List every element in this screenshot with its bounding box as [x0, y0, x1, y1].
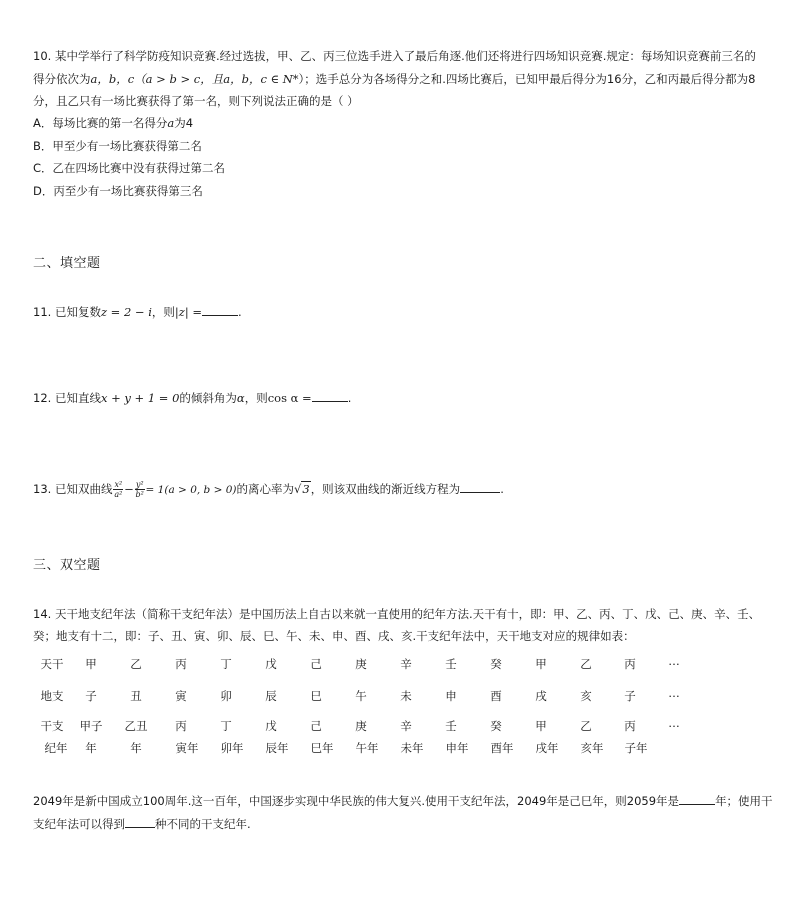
table-cell-dizhi: 卯 [220, 689, 232, 703]
q14-para2 [33, 816, 251, 832]
table-cell-dizhi: 亥 [580, 689, 592, 703]
table-cell-tiangan: 癸 [490, 657, 502, 671]
q13-pre: 13. 已知双曲线 [33, 482, 113, 496]
table-cell-tiangan: 乙 [130, 657, 142, 671]
q13-fraction-x [113, 480, 123, 499]
table-cell-ganzhi_top: 丙 [624, 719, 636, 733]
table-cell-dizhi: 子 [624, 689, 636, 703]
q11-answer-blank[interactable] [202, 304, 238, 316]
table-cell-tiangan: 辛 [400, 657, 412, 671]
table-cell-dizhi: 寅 [175, 689, 187, 703]
table-row-label: 纪年 [44, 741, 68, 755]
q10-line3: 分，且乙只有一场比赛获得了第一名，则下列说法正确的是（ ） [33, 94, 359, 108]
q13-fraction-y [135, 480, 145, 499]
table-cell-dizhi: 子 [85, 689, 97, 703]
table-cell-ganzhi_top: 丁 [220, 719, 232, 733]
q13-answer-blank[interactable] [460, 481, 500, 493]
table-cell-ganzhi-year: 未年 [400, 741, 424, 755]
q12-cos: cos α = [267, 391, 312, 405]
q14-para1-pre: 2049年是新中国成立100周年.这一百年，中国逐步实现中华民族的伟大复兴.使用干支纪年法，2049年是己巳年，则2059年是 [33, 794, 680, 808]
table-cell-dizhi: 丑 [130, 689, 142, 703]
q12-mid: 的倾斜角为 [179, 391, 237, 405]
q10-line2-text-b: ）；选手总分为各场得分之和.四场比赛后，已知甲最后得分为16分，乙和丙最后得分都为8 [298, 72, 756, 86]
table-cell-tiangan: … [668, 654, 680, 668]
q14-line1: 14. 天干地支纪年法（简称干支纪年法）是中国历法上自古以来就一直使用的纪年方法.天干有十，即：甲、乙、丙、丁、戊、己、庚、辛、壬、 [33, 607, 761, 621]
table-cell-dizhi: 午 [355, 689, 367, 703]
table-cell-ganzhi_top: 戊 [265, 719, 277, 733]
table-row-label: 天干 [40, 657, 64, 671]
table-cell-dizhi: 辰 [265, 689, 277, 703]
table-cell-dizhi: 巳 [310, 689, 322, 703]
table-cell-ganzhi_top: 壬 [445, 719, 457, 733]
table-cell-ganzhi-year: 年 [85, 741, 97, 755]
table-cell-ganzhi-year: 辰年 [265, 741, 289, 755]
q10-option-c: C．乙在四场比赛中没有获得过第二名 [33, 161, 226, 175]
table-cell-dizhi: 申 [445, 689, 457, 703]
section-heading-double-blank: 三、双空题 [33, 558, 101, 573]
q12-expr: x + y + 1 = 0 [100, 391, 180, 405]
table-cell-ganzhi-year: 年 [130, 741, 142, 755]
q10-line2-text-a: 得分依次为 [33, 72, 91, 86]
q13-post: ，则该双曲线的渐近线方程为 [310, 482, 461, 496]
q13-minus: − [124, 482, 134, 496]
q14-para1-post: 年；使用干 [715, 794, 773, 808]
q13-frac2-num: y² [135, 480, 144, 489]
table-cell-dizhi: 戌 [535, 689, 547, 703]
table-cell-ganzhi-year: 寅年 [175, 741, 199, 755]
q13-end: . [500, 482, 504, 496]
q12-alpha: α [236, 391, 245, 405]
q11-post: . [238, 305, 242, 319]
table-cell-ganzhi_top: 己 [310, 719, 322, 733]
q13-line [33, 478, 504, 501]
q10-option-a-var: a [167, 116, 175, 130]
q13-frac1-den: a² [114, 490, 123, 499]
q10-option-a-post: 为4 [174, 116, 194, 130]
q13-condition: = 1(a > 0, b > 0) [145, 484, 237, 496]
table-cell-ganzhi-year: 申年 [445, 741, 469, 755]
table-cell-tiangan: 丙 [175, 657, 187, 671]
q10-line1: 10. 某中学举行了科学防疫知识竞赛.经过选拔，甲、乙、丙三位选手进入了最后角逐.他们还将进行四场知识竞赛.规定：每场知识竞赛前三名的 [33, 49, 756, 63]
table-row-label: 地支 [40, 689, 64, 703]
table-cell-tiangan: 丙 [624, 657, 636, 671]
table-cell-tiangan: 己 [310, 657, 322, 671]
q13-sqrt-value: 3 [302, 482, 310, 496]
q13-frac1-num: x² [114, 480, 123, 489]
q10-option-a-pre: A．每场比赛的第一名得分 [33, 116, 168, 130]
section-heading-fill-in: 二、填空题 [33, 256, 101, 271]
table-cell-ganzhi-year: 子年 [624, 741, 648, 755]
q11-abs: |z| = [174, 305, 203, 319]
table-cell-dizhi: … [668, 686, 680, 700]
q10-cond2: a，b，c ∈ N* [223, 72, 299, 86]
table-cell-dizhi: 未 [400, 689, 412, 703]
table-cell-tiangan: 庚 [355, 657, 367, 671]
table-cell-dizhi: 酉 [490, 689, 502, 703]
q14-answer-blank-1[interactable] [679, 793, 715, 805]
q10-option-d: D．丙至少有一场比赛获得第三名 [33, 184, 203, 198]
q13-sqrt: √3 [294, 482, 310, 496]
q14-line2: 癸；地支有十二，即：子、丑、寅、卯、辰、巳、午、未、申、酉、戌、亥.干支纪年法中，天干地支对应的规律如表： [33, 629, 635, 643]
table-cell-tiangan: 乙 [580, 657, 592, 671]
table-cell-ganzhi_top: … [668, 716, 680, 730]
table-cell-ganzhi_top: 乙丑 [124, 719, 148, 733]
q10-line2 [33, 71, 755, 87]
q11-pre: 11. 已知复数 [33, 305, 101, 319]
q10-option-b: B．甲至少有一场比赛获得第二名 [33, 139, 202, 153]
table-cell-ganzhi-year: 酉年 [490, 741, 514, 755]
q11-mid: ，则 [151, 305, 175, 319]
table-cell-ganzhi_top: 辛 [400, 719, 412, 733]
q12-mid2: ，则 [244, 391, 268, 405]
q14-answer-blank-2[interactable] [125, 816, 155, 828]
q12-line [33, 390, 351, 406]
table-cell-ganzhi-year: 亥年 [580, 741, 604, 755]
q12-post: . [347, 391, 352, 405]
table-cell-ganzhi_top: 甲 [535, 719, 547, 733]
table-cell-ganzhi_top: 癸 [490, 719, 502, 733]
q11-line [33, 304, 242, 320]
table-cell-tiangan: 壬 [445, 657, 457, 671]
table-cell-tiangan: 丁 [220, 657, 232, 671]
q10-cond1: （a > b > c，且 [134, 72, 224, 86]
table-cell-ganzhi-year: 巳年 [310, 741, 334, 755]
q11-expr: z = 2 − i [100, 305, 152, 319]
table-cell-tiangan: 戊 [265, 657, 277, 671]
q10-vars: a，b，c [90, 72, 135, 86]
q12-answer-blank[interactable] [312, 390, 348, 402]
q12-pre: 12. 已知直线 [33, 391, 101, 405]
q14-para2-pre: 支纪年法可以得到 [33, 817, 125, 831]
table-cell-ganzhi-year: 戌年 [535, 741, 559, 755]
table-cell-ganzhi-year: 卯年 [220, 741, 244, 755]
q14-para1 [33, 793, 773, 809]
q13-mid: 的离心率为 [236, 482, 295, 496]
table-cell-ganzhi-year: 午年 [355, 741, 379, 755]
table-cell-ganzhi_top: 庚 [355, 719, 367, 733]
table-cell-tiangan: 甲 [535, 657, 547, 671]
table-row-label: 干支 [40, 719, 64, 733]
q13-frac2-den: b² [135, 490, 144, 499]
table-cell-ganzhi_top: 乙 [580, 719, 592, 733]
q10-option-a [33, 115, 193, 131]
table-cell-ganzhi_top: 甲子 [79, 719, 103, 733]
table-cell-tiangan: 甲 [85, 657, 97, 671]
table-cell-ganzhi_top: 丙 [175, 719, 187, 733]
q14-para2-post: 种不同的干支纪年. [155, 817, 251, 831]
